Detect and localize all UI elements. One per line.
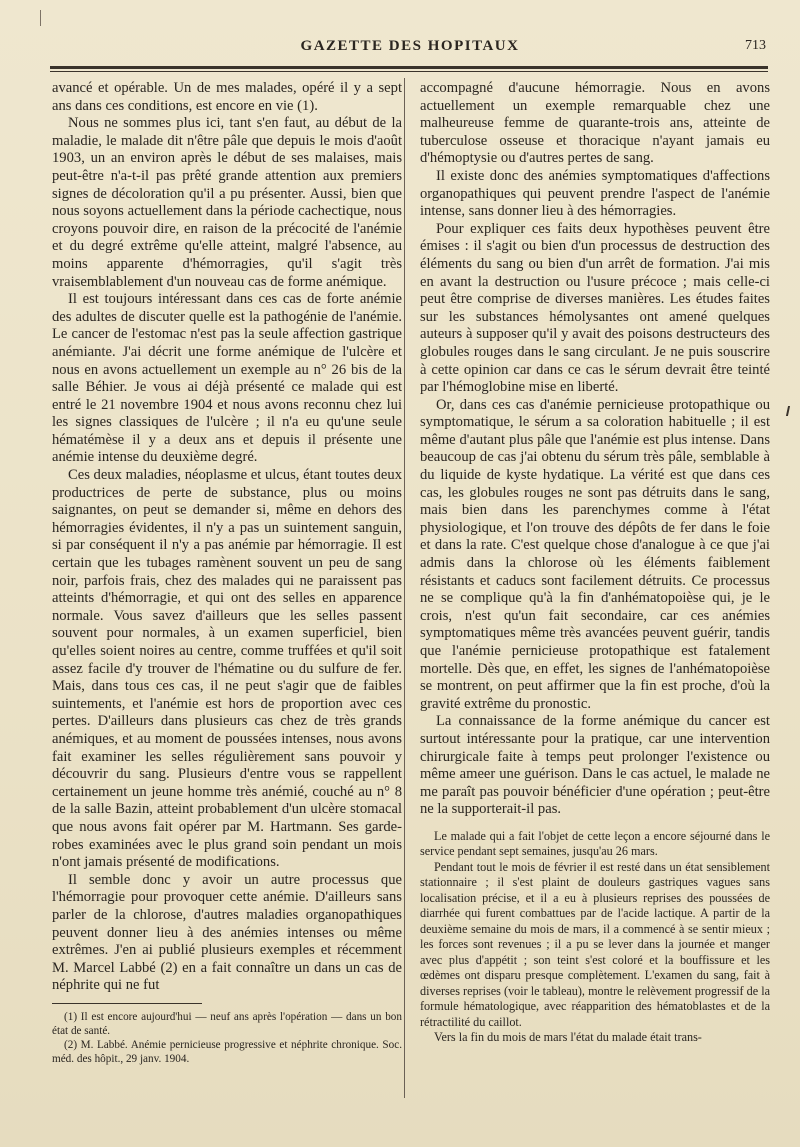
footnote-rule (52, 1003, 202, 1004)
page-edge-mark (40, 10, 41, 26)
paragraph: Il existe donc des anémies symptomatiques d'affections organopathiques qui peuvent prendre l'aspect de l'anémie intense, sans donner lieu à des hémorragies. (420, 167, 770, 220)
paragraph: avancé et opérable. Un de mes malades, opéré il y a sept ans dans ces conditions, est encore en vie (1). (52, 80, 402, 114)
paragraph: Il est toujours intéressant dans ces cas de forte anémie des adultes de discuter quelle est la pathogénie de l'anémie. Le cancer de l'estomac n'est pas la seule affection gastrique anémiante. J'ai décrit une forme anémique de l'ulcère et nous en avons actuellement un exemple au n° 26 bis de la salle Béhier. Je vous ai déjà présenté ce malade qui est entré le 21 novembre 1904 et nous avons reconnu chez lui les signes classiques de l'ulcère ; il n'a eu qu'une seule hématémèse il y a deux ans et depuis il présente une anémie intense du deuxième degré. (52, 291, 402, 466)
header-rule-thin (50, 71, 768, 72)
page-number: 713 (745, 38, 766, 53)
small-paragraph: Pendant tout le mois de février il est resté dans un état sensiblement stationnaire ; il s'est plaint de douleurs gastriques vagues sans localisation précise, et il a eu à plusieurs reprises des poussées de diarrhée qui furent combattues par de l'acide lactique. A partir de la deuxième semaine du mois de mars, il a commencé à se sentir mieux ; les forces sont revenues ; il a pu se lever dans la journée et manger avec plus d'appétit ; son teint s'est coloré et la bouffissure et les œdèmes ont disparu presque complètement. L'examen du sang, fait à diverses reprises (voir le tableau), montre le relèvement progressif de la formule hématologique, avec réapparition des hématoblastes et de la rétractilité du caillot. (420, 859, 770, 1029)
small-paragraph: Le malade qui a fait l'objet de cette leçon a encore séjourné dans le service pendant sept semaines, jusqu'au 26 mars. (420, 828, 770, 859)
paragraph: La connaissance de la forme anémique du cancer est surtout intéressante pour la pratique, car une intervention chirurgicale faite à temps peut prolonger l'existence ou même ameer une guérison. Dans le cas actuel, le malade ne me paraît pas pouvoir bénéficier d'une opération ; peut-être ne la supporterait-il pas. (420, 713, 770, 818)
header-rule-thick (50, 66, 768, 69)
paragraph: Pour expliquer ces faits deux hypothèses peuvent être émises : il s'agit ou bien d'un processus de destruction des éléments du sang ou bien d'un arrêt de formation. J'ai mis en avant la destruction ou l'usure précoce ; mais celle-ci peut être comprise de diverses manières. Les études faites sur les substances hémolysantes ont amené quelques auteurs à supposer qu'il y avait des poisons destructeurs des globules rouges dans le sang circulant. Je ne puis souscrire à cette opinion car dans ce cas le sérum devrait être teinté par l'hémoglobine mise en liberté. (420, 220, 770, 396)
footnote: (1) Il est encore aujourd'hui — neuf ans après l'opération — dans un bon état de santé. (52, 1010, 402, 1037)
page-header (50, 38, 770, 66)
paragraph: accompagné d'aucune hémorragie. Nous en avons actuellement un exemple remarquable chez une malheureuse femme de quarante-trois ans, atteinte de tuberculose osseuse et thoracique n'ayant jamais eu d'hémoptysie ou d'autres pertes de sang. (420, 80, 770, 167)
case-follow-up (420, 829, 770, 1046)
paragraph: Nous ne sommes plus ici, tant s'en faut, au début de la maladie, le malade dit n'être pâle que depuis le mois d'août 1903, un an environ après le début de ses malaises, mais peut-être n'a-t-il pas prêté grande attention aux premiers signes de décoloration qu'il a pu présenter. Aussi, bien que nous soyons actuellement dans la période cachectique, nous croyons pouvoir dire, en raison de la précocité de l'anémie et du degré extrême qu'elle atteint, malgré l'absence, au moins apparente d'hémorragies, qu'il s'agit très vraisemblablement d'un nouveau cas de forme anémique. (52, 115, 402, 290)
footnote: (2) M. Labbé. Anémie pernicieuse progressive et néphrite chronique. Soc. méd. des hôpit., 29 janv. 1904. (52, 1038, 402, 1065)
footnotes (52, 1003, 402, 1066)
left-column (52, 80, 402, 1066)
right-column (420, 80, 770, 1046)
small-paragraph: Vers la fin du mois de mars l'état du malade était trans- (434, 1030, 702, 1045)
column-divider (404, 78, 405, 1098)
margin-pen-mark (786, 406, 790, 416)
paragraph: Or, dans ces cas d'anémie pernicieuse protopathique ou symptomatique, le sérum a sa coloration habituelle ; il est même d'autant plus pâle que l'anémie est plus intense. Dans beaucoup de cas j'ai obtenu du sérum très pâle, semblable à du liquide de kyste hydatique. La vérité est que dans ces cas, les globules rouges ne sont pas détruits dans le sang, mais bien dans les parenchymes comme à l'état physiologique, et l'on trouve des dépôts de fer dans le foie et dans la rate. C'est quelque chose d'analogue à ce que j'ai admis dans la chlorose où les éléments faiblement résistants et caducs sont facilement détruits. Ce processus ne se complique qu'à la fin d'anhématopoièse qui, je le crois, n'est qu'un fait secondaire, car ces anémies symptomatiques même très avancées peuvent guérir, tandis que l'anémie pernicieuse protopathique est fatalement mortelle. Dès que, en effet, les signes de l'anhématopoièse se montrent, on peut affirmer que la fin est proche, d'où la gravité extrême du pronostic. (420, 396, 770, 712)
paragraph: Il semble donc y avoir un autre processus que l'hémorragie pour provoquer cette anémie. D'ailleurs sans parler de la chlorose, d'autres maladies organopathiques peuvent donner lieu à des anémies intenses ou même extrêmes. J'en ai publié plusieurs exemples et récemment M. Marcel Labbé (2) en a fait connaître un dans un cas de néphrite qui ne fut (52, 871, 402, 994)
journal-title: GAZETTE DES HOPITAUX (300, 38, 520, 54)
paragraph: Ces deux maladies, néoplasme et ulcus, étant toutes deux productrices de perte de substance, plus ou moins saignantes, on peut se demander si, même en dehors des hémorragies évidentes, il n'y a pas un suintement sanguin, si par conséquent il n'y a pas anémie par hémorragie. Il est certain que les tubages ramènent souvent un peu de sang noir, parfois frais, chez des malades qui ne paraissent pas atteints d'hémorragie, et qui ont des selles en apparence normale. Vous savez d'ailleurs que les selles passent souvent pour normales, à un examen superficiel, bien qu'elles soient noires au centre, comme truffées et qu'il soit assez facile d'y trouver de l'hématine ou du sulfure de fer. Mais, dans tous ces cas, il ne peut s'agir que de faibles suintements, et l'anémie est hors de proportion avec ces pertes. D'ailleurs dans plusieurs cas chez de très grands anémiques, et au moment de poussées intenses, nous avons fait examiner les selles régulièrement sans pouvoir y découvrir du sang. Plusieurs d'entre vous se rappellent certainement un jeune homme très anémié, couché au n° 8 de la salle Bazin, atteint probablement d'un ulcère stomacal que nous avons fait opérer par M. Hartmann. Ses garde-robes examinées avec le plus grand soin pendant un mois n'ont jamais présenté de modifications. (52, 467, 402, 871)
